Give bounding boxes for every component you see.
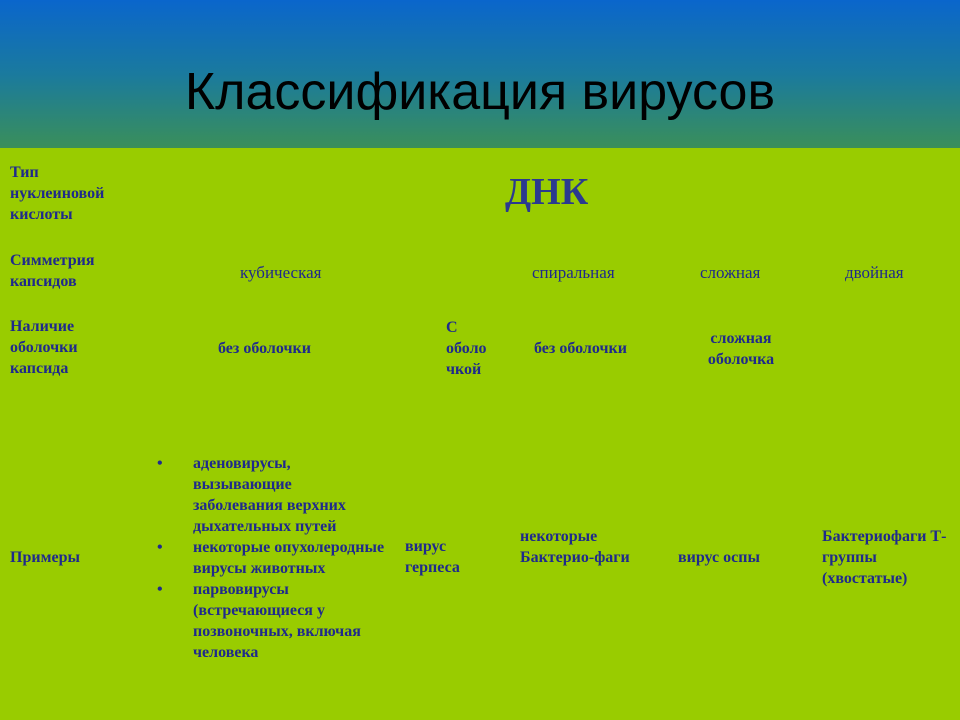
row-label-nucleic-acid: Тип нуклеиновой кислоты — [10, 164, 105, 223]
list-item: • парвовирусы (встречающиеся у позвоночных, включая человека — [155, 579, 385, 663]
examples-herpes: вирус герпеса — [405, 538, 460, 576]
examples-cubic-list — [155, 453, 385, 663]
row-label-envelope: Наличие оболочки капсида — [10, 318, 78, 377]
row-label-symmetry: Симметрия капсидов — [10, 252, 95, 290]
envelope-cubic-with: С оболо чкой — [446, 319, 487, 378]
symmetry-complex: сложная — [700, 263, 761, 282]
list-item: • некоторые опухолеродные вирусы животных — [155, 537, 385, 579]
envelope-complex: сложная оболочка — [707, 330, 775, 368]
envelope-cubic-without: без оболочки — [218, 340, 311, 357]
slide-title: Классификация вирусов — [184, 63, 776, 121]
symmetry-double: двойная — [845, 263, 904, 282]
classification-table — [0, 148, 960, 720]
examples-smallpox: вирус оспы — [678, 549, 760, 566]
envelope-spiral-without: без оболочки — [534, 340, 627, 357]
nucleic-acid-value: ДНК — [505, 171, 589, 213]
symmetry-cubic: кубическая — [240, 263, 322, 282]
symmetry-spiral: спиральная — [532, 263, 615, 282]
list-item: • аденовирусы, вызывающие заболевания верхних дыхательных путей — [155, 453, 385, 537]
examples-t-phages: Бактериофаги Т-группы (хвостатые) — [822, 528, 947, 587]
row-label-examples: Примеры — [10, 549, 80, 566]
examples-bacteriophages: некоторые Бактерио-фаги — [520, 528, 630, 566]
